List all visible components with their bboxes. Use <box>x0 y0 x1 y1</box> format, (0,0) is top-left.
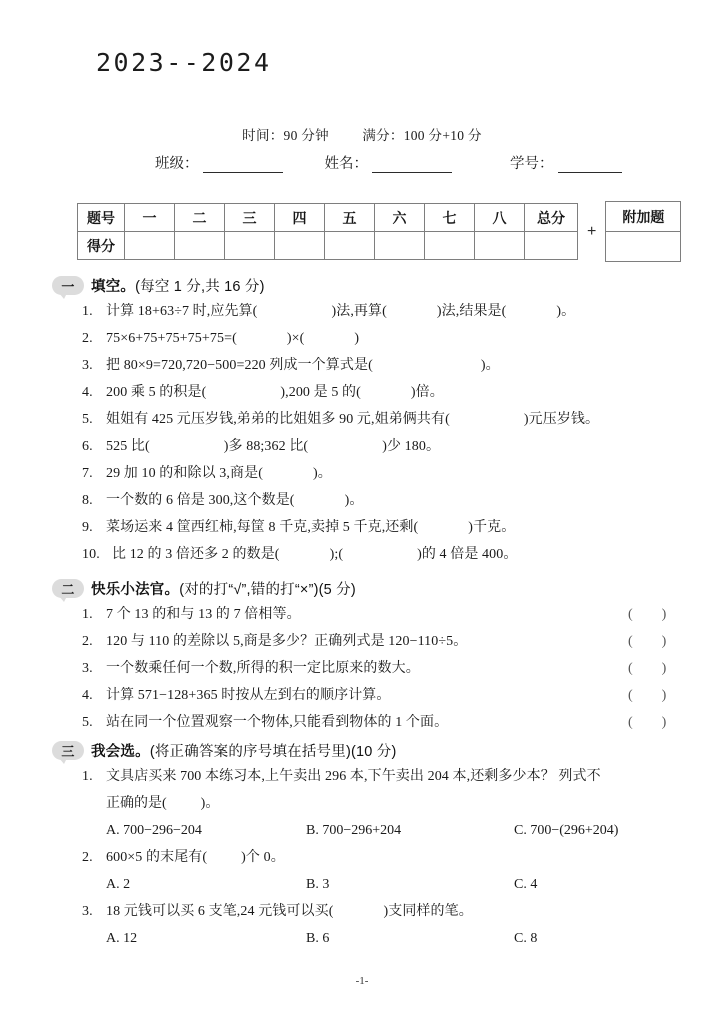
score-table-row-label-score: 得分 <box>78 232 125 260</box>
question-1-10 <box>52 541 686 568</box>
question-part-b: )。 <box>312 466 332 481</box>
question-statement: 120 与 110 的差除以 5,商是多少？正确列式是 120−110÷5。 <box>106 634 468 649</box>
name-label: 姓名： <box>324 156 368 172</box>
name-field[interactable] <box>325 152 453 173</box>
question-part-a: 18 元钱可以买 6 支笔,24 元钱可以买( <box>106 904 334 919</box>
score-col-5: 五 <box>325 204 375 232</box>
question-part-b: );( <box>329 547 344 562</box>
section-fill-in-blank <box>52 275 686 568</box>
question-text <box>112 541 686 568</box>
student-number-label: 学号： <box>510 156 554 172</box>
question-part-a: 比 12 的 3 倍还多 2 的数是( <box>112 547 280 562</box>
question-part-a: 600×5 的末尾有( <box>106 850 208 865</box>
question-1-9 <box>52 514 686 541</box>
question-part-b: )法,再算( <box>331 304 387 319</box>
question-number: 1. <box>82 607 93 622</box>
question-2-4 <box>52 682 696 709</box>
question-text <box>106 352 686 379</box>
section-1-marker: 一 <box>52 276 84 295</box>
question-part-b: )。 <box>344 493 364 508</box>
class-label: 班级： <box>155 156 199 172</box>
name-writing-rule[interactable] <box>372 159 452 173</box>
option-c[interactable]: C. 4 <box>514 877 538 892</box>
question-part-a: 把 80×9=720,720−500=220 列成一个算式是( <box>106 358 373 373</box>
question-text <box>106 898 686 925</box>
section-3-title: 我会选。 <box>91 744 150 760</box>
section-multiple-choice <box>52 740 686 952</box>
score-table-area <box>77 201 681 262</box>
student-identity-line <box>155 152 615 173</box>
question-1-8 <box>52 487 686 514</box>
page-title: 2023--2024 <box>96 48 272 77</box>
question-3-2 <box>52 844 686 871</box>
score-cell-total[interactable] <box>525 232 578 260</box>
score-col-8: 八 <box>475 204 525 232</box>
question-1-7 <box>52 460 686 487</box>
exam-full-score-label: 满分：100 分+10 分 <box>362 128 482 143</box>
question-2-2 <box>52 628 696 655</box>
score-table-row-label-question: 题号 <box>78 204 125 232</box>
student-number-writing-rule[interactable] <box>558 159 622 173</box>
score-table-value-row <box>78 232 578 260</box>
plus-icon: + <box>587 222 597 240</box>
option-b[interactable]: B. 6 <box>306 931 330 946</box>
score-cell-5[interactable] <box>325 232 375 260</box>
question-number: 3. <box>82 904 93 919</box>
question-statement: 站在同一个位置观察一个物体,只能看到物体的 1 个面。 <box>106 715 449 730</box>
question-number: 1. <box>82 769 93 784</box>
question-2-3 <box>52 655 696 682</box>
class-field[interactable] <box>155 152 283 173</box>
score-col-6: 六 <box>375 204 425 232</box>
section-3-questions <box>52 763 686 952</box>
question-text <box>106 325 686 352</box>
answer-parenthesis[interactable]: () <box>628 634 696 649</box>
section-2-heading <box>52 578 686 599</box>
section-1-title: 填空。 <box>91 279 136 295</box>
question-text <box>106 406 686 433</box>
question-part-a: 75×6+75+75+75+75=( <box>106 331 237 346</box>
question-part-c: ) <box>354 331 360 346</box>
section-3-subtitle: (将正确答案的序号填在括号里)(10 分) <box>149 744 397 760</box>
question-3-2-options <box>52 871 686 898</box>
question-number: 5. <box>82 412 93 427</box>
score-col-1: 一 <box>125 204 175 232</box>
option-a[interactable]: A. 2 <box>106 877 131 892</box>
question-part-a: 菜场运来 4 筐西红柿,每筐 8 千克,卖掉 5 千克,还剩( <box>106 520 419 535</box>
option-b[interactable]: B. 3 <box>306 877 330 892</box>
question-part-a: 一个数的 6 倍是 300,这个数是( <box>106 493 295 508</box>
question-number: 2. <box>82 331 93 346</box>
question-text <box>106 844 686 871</box>
question-number: 8. <box>82 493 93 508</box>
question-part-c: )倍。 <box>410 385 444 400</box>
question-text <box>106 379 686 406</box>
question-1-6 <box>52 433 686 460</box>
question-number: 10. <box>82 547 100 562</box>
answer-parenthesis[interactable]: () <box>628 715 696 730</box>
question-3-1-options <box>52 817 686 844</box>
section-3-heading <box>52 740 686 761</box>
question-statement: 一个数乘任何一个数,所得的积一定比原来的数大。 <box>106 661 420 676</box>
option-c[interactable]: C. 700−(296+204) <box>514 823 619 838</box>
section-1-subtitle: (每空 1 分,共 16 分) <box>135 279 265 295</box>
question-part-b: )。 <box>200 796 220 811</box>
question-part-b: )。 <box>480 358 500 373</box>
question-number: 2. <box>82 850 93 865</box>
question-part-a: 正确的是( <box>106 796 167 811</box>
question-1-4 <box>52 379 686 406</box>
exam-meta-line <box>0 124 724 144</box>
question-part-b: )多 88;362 比( <box>223 439 309 454</box>
answer-parenthesis[interactable]: () <box>628 661 696 676</box>
question-part-b: )元压岁钱。 <box>523 412 600 427</box>
question-part-c: )的 4 倍是 400。 <box>417 547 518 562</box>
question-part-b: )支同样的笔。 <box>383 904 473 919</box>
extra-credit-value-row <box>606 232 681 262</box>
option-a[interactable]: A. 12 <box>106 931 138 946</box>
extra-credit-table <box>605 201 681 262</box>
score-col-7: 七 <box>425 204 475 232</box>
extra-credit-cell[interactable] <box>606 232 681 262</box>
score-cell-4[interactable] <box>275 232 325 260</box>
question-part-a: 200 乘 5 的积是( <box>106 385 207 400</box>
question-part-a: 29 加 10 的和除以 3,商是( <box>106 466 263 481</box>
question-text <box>106 628 696 655</box>
question-part-a: 计算 18+63÷7 时,应先算( <box>106 304 258 319</box>
question-text <box>106 709 696 736</box>
answer-parenthesis[interactable]: () <box>628 688 696 703</box>
question-part-a: 525 比( <box>106 439 150 454</box>
question-number: 2. <box>82 634 93 649</box>
section-2-title: 快乐小法官。 <box>91 582 180 598</box>
class-writing-rule[interactable] <box>203 159 283 173</box>
question-number: 1. <box>82 304 93 319</box>
section-1-questions <box>52 298 686 568</box>
question-3-3-options <box>52 925 686 952</box>
question-1-1 <box>52 298 686 325</box>
option-b[interactable]: B. 700−296+204 <box>306 823 402 838</box>
section-1-heading <box>52 275 686 296</box>
score-col-total: 总分 <box>525 204 578 232</box>
score-cell-1[interactable] <box>125 232 175 260</box>
section-true-false <box>52 578 696 736</box>
student-number-field[interactable] <box>510 152 622 173</box>
score-table-header-row <box>78 204 578 232</box>
exam-time-label: 时间：90 分钟 <box>242 128 329 143</box>
question-number: 6. <box>82 439 93 454</box>
option-a[interactable]: A. 700−296−204 <box>106 823 202 838</box>
section-2-questions <box>52 601 696 736</box>
question-statement: 7 个 13 的和与 13 的 7 倍相等。 <box>106 607 301 622</box>
score-cell-7[interactable] <box>425 232 475 260</box>
question-text <box>106 487 686 514</box>
section-2-marker: 二 <box>52 579 84 598</box>
score-table <box>77 203 578 260</box>
score-col-2: 二 <box>175 204 225 232</box>
question-number: 3. <box>82 358 93 373</box>
question-part-b: ),200 是 5 的( <box>280 385 361 400</box>
answer-parenthesis[interactable]: () <box>628 607 696 622</box>
question-part-b: )千克。 <box>468 520 516 535</box>
score-cell-3[interactable] <box>225 232 275 260</box>
question-text <box>106 298 686 325</box>
option-c[interactable]: C. 8 <box>514 931 538 946</box>
question-2-1 <box>52 601 696 628</box>
question-text <box>106 433 686 460</box>
question-text <box>106 682 696 709</box>
question-number: 4. <box>82 688 93 703</box>
question-part-a: 姐姐有 425 元压岁钱,弟弟的比姐姐多 90 元,姐弟俩共有( <box>106 412 450 427</box>
question-part-b: )个 0。 <box>241 850 285 865</box>
score-cell-8[interactable] <box>475 232 525 260</box>
extra-credit-label: 附加题 <box>606 202 681 232</box>
question-number: 7. <box>82 466 93 481</box>
question-3-3 <box>52 898 686 925</box>
score-col-4: 四 <box>275 204 325 232</box>
question-statement: 计算 571−128+365 时按从左到右的顺序计算。 <box>106 688 391 703</box>
question-part-c: )少 180。 <box>382 439 441 454</box>
question-part-b: )×( <box>286 331 305 346</box>
question-2-5 <box>52 709 696 736</box>
question-part-c: )法,结果是( <box>436 304 507 319</box>
question-text <box>106 460 686 487</box>
score-col-3: 三 <box>225 204 275 232</box>
extra-credit-header-row <box>606 202 681 232</box>
page-number: -1- <box>355 975 369 987</box>
question-text <box>106 601 696 628</box>
question-number: 5. <box>82 715 93 730</box>
question-1-2 <box>52 325 686 352</box>
question-text: 文具店买来 700 本练习本,上午卖出 296 本,下午卖出 204 本,还剩多少本？ 列式不 <box>106 769 601 784</box>
score-cell-2[interactable] <box>175 232 225 260</box>
question-number: 4. <box>82 385 93 400</box>
question-3-1-continued <box>52 790 686 817</box>
score-cell-6[interactable] <box>375 232 425 260</box>
question-number: 9. <box>82 520 93 535</box>
question-1-5 <box>52 406 686 433</box>
section-2-subtitle: (对的打“√”,错的打“×”)(5 分) <box>179 582 356 598</box>
section-3-marker: 三 <box>52 741 84 760</box>
question-text <box>106 514 686 541</box>
question-number: 3. <box>82 661 93 676</box>
question-text <box>106 655 696 682</box>
question-3-1 <box>52 763 686 790</box>
question-1-3 <box>52 352 686 379</box>
question-part-d: )。 <box>556 304 576 319</box>
